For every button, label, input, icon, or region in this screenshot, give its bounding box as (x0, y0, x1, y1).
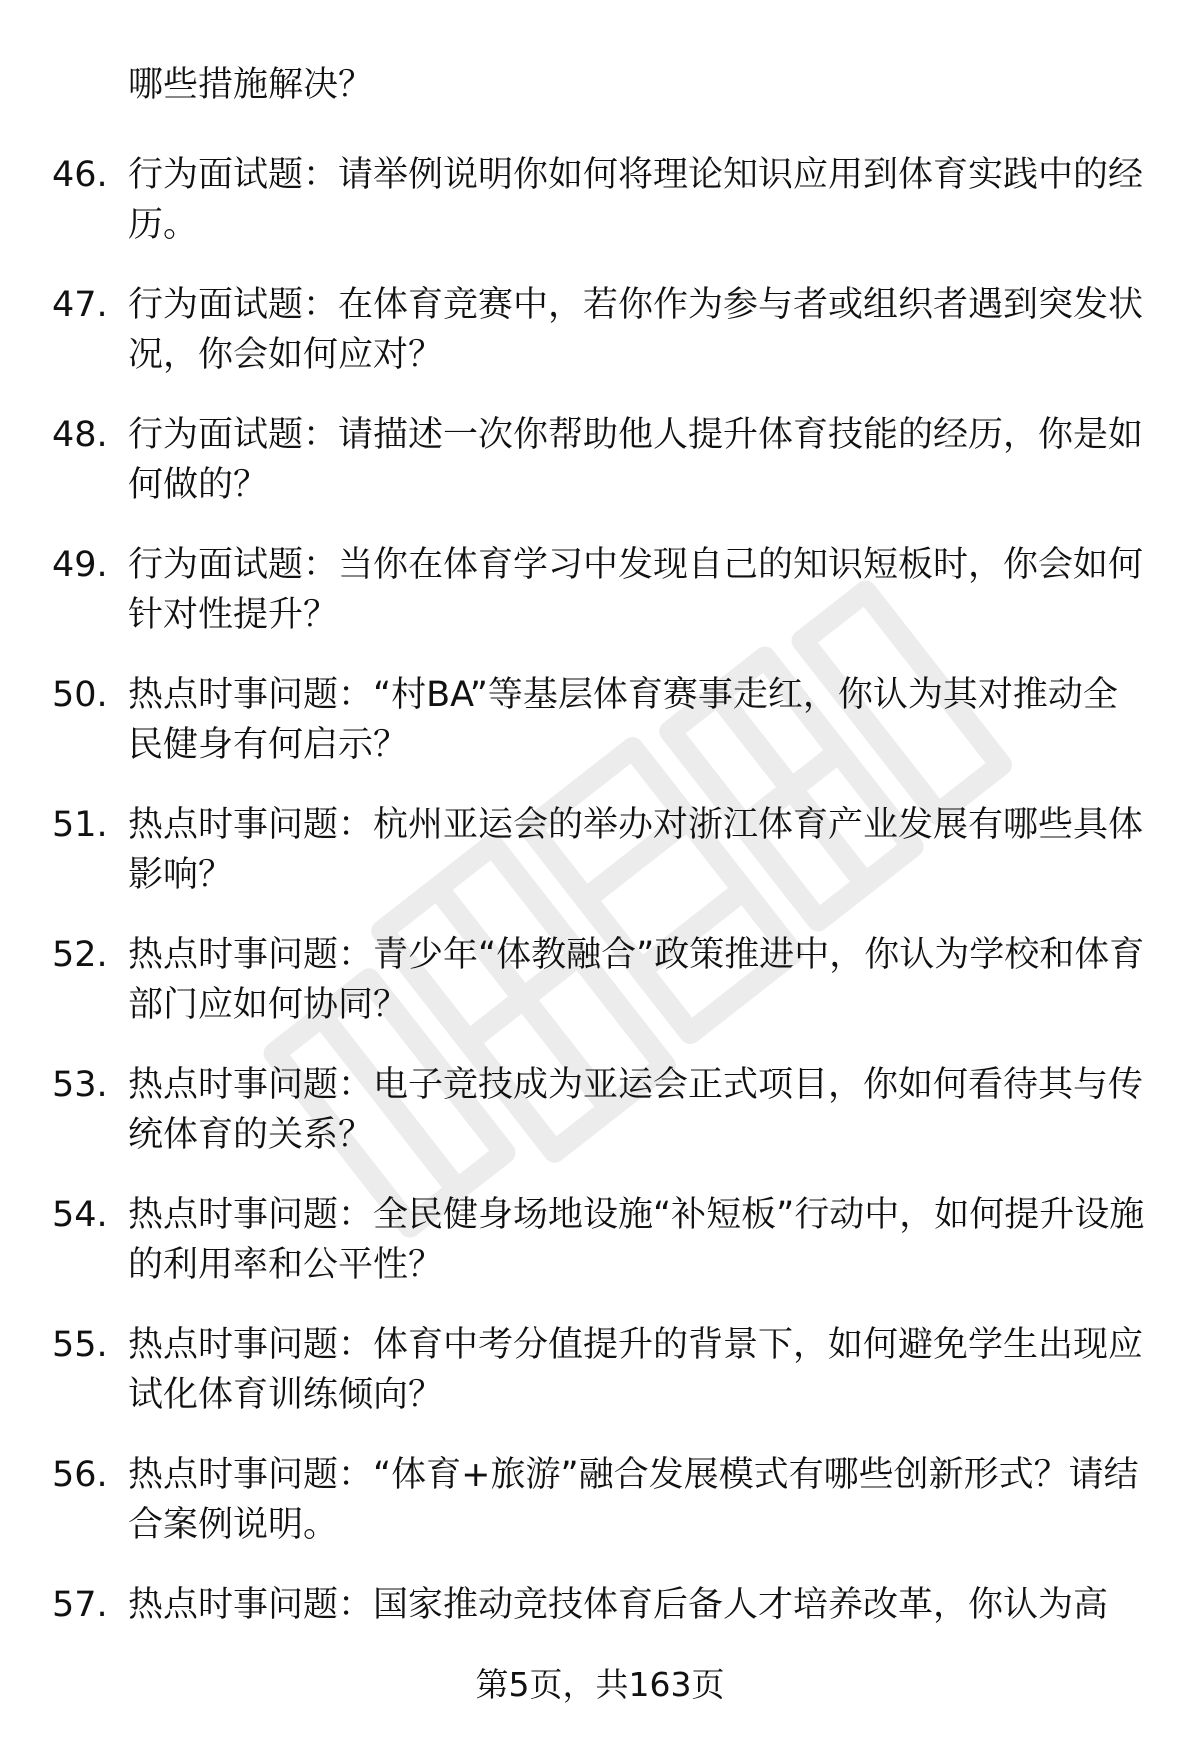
question-number: 57. (52, 1585, 108, 1625)
question-number: 50. (52, 675, 108, 715)
question-number: 52. (52, 935, 108, 975)
question-item (0, 150, 1200, 280)
question-text: 行为面试题：当你在体育学习中发现自己的知识短板时，你会如何针对性提升？ (128, 545, 1144, 635)
question-text: 行为面试题：在体育竞赛中，若你作为参与者或组织者遇到突发状况，你会如何应对？ (128, 285, 1144, 375)
question-text: 热点时事问题：青少年“体教融合”政策推进中，你认为学校和体育部门应如何协同？ (128, 935, 1145, 1025)
question-number: 48. (52, 415, 108, 455)
question-item (0, 800, 1200, 930)
question-text: 热点时事问题：电子竞技成为亚运会正式项目，你如何看待其与传统体育的关系？ (128, 1065, 1144, 1155)
question-text: 热点时事问题：体育中考分值提升的背景下，如何避免学生出现应试化体育训练倾向？ (128, 1325, 1144, 1415)
question-text: 热点时事问题：国家推动竞技体育后备人才培养改革，你认为高 (128, 1585, 1109, 1625)
question-text: 行为面试题：请描述一次你帮助他人提升体育技能的经历，你是如何做的？ (128, 415, 1144, 505)
question-number: 54. (52, 1195, 108, 1235)
question-number: 55. (52, 1325, 108, 1365)
question-item (0, 1450, 1200, 1580)
question-number: 53. (52, 1065, 108, 1105)
question-list (0, 150, 1200, 1710)
question-item (0, 670, 1200, 800)
question-item (0, 1190, 1200, 1320)
question-number: 56. (52, 1455, 108, 1495)
question-number: 47. (52, 285, 108, 325)
question-item (0, 1060, 1200, 1190)
question-text: 行为面试题：请举例说明你如何将理论知识应用到体育实践中的经历。 (128, 155, 1144, 245)
page-footer: 第5页，共163页 (475, 1665, 725, 1704)
question-text: 热点时事问题：全民健身场地设施“补短板”行动中，如何提升设施的利用率和公平性？ (128, 1195, 1145, 1285)
question-number: 51. (52, 805, 108, 845)
question-number: 49. (52, 545, 108, 585)
question-item (0, 410, 1200, 540)
question-item (0, 540, 1200, 670)
question-text: 热点时事问题：“村BA”等基层体育赛事走红，你认为其对推动全民健身有何启示？ (128, 675, 1118, 765)
question-text: 热点时事问题：杭州亚运会的举办对浙江体育产业发展有哪些具体影响？ (128, 805, 1144, 895)
question-number: 46. (52, 155, 108, 195)
question-item (0, 1320, 1200, 1450)
question-item (0, 280, 1200, 410)
question-text: 热点时事问题：“体育+旅游”融合发展模式有哪些创新形式？请结合案例说明。 (128, 1455, 1139, 1545)
continued-question-text: 哪些措施解决？ (128, 65, 374, 105)
question-item (0, 930, 1200, 1060)
